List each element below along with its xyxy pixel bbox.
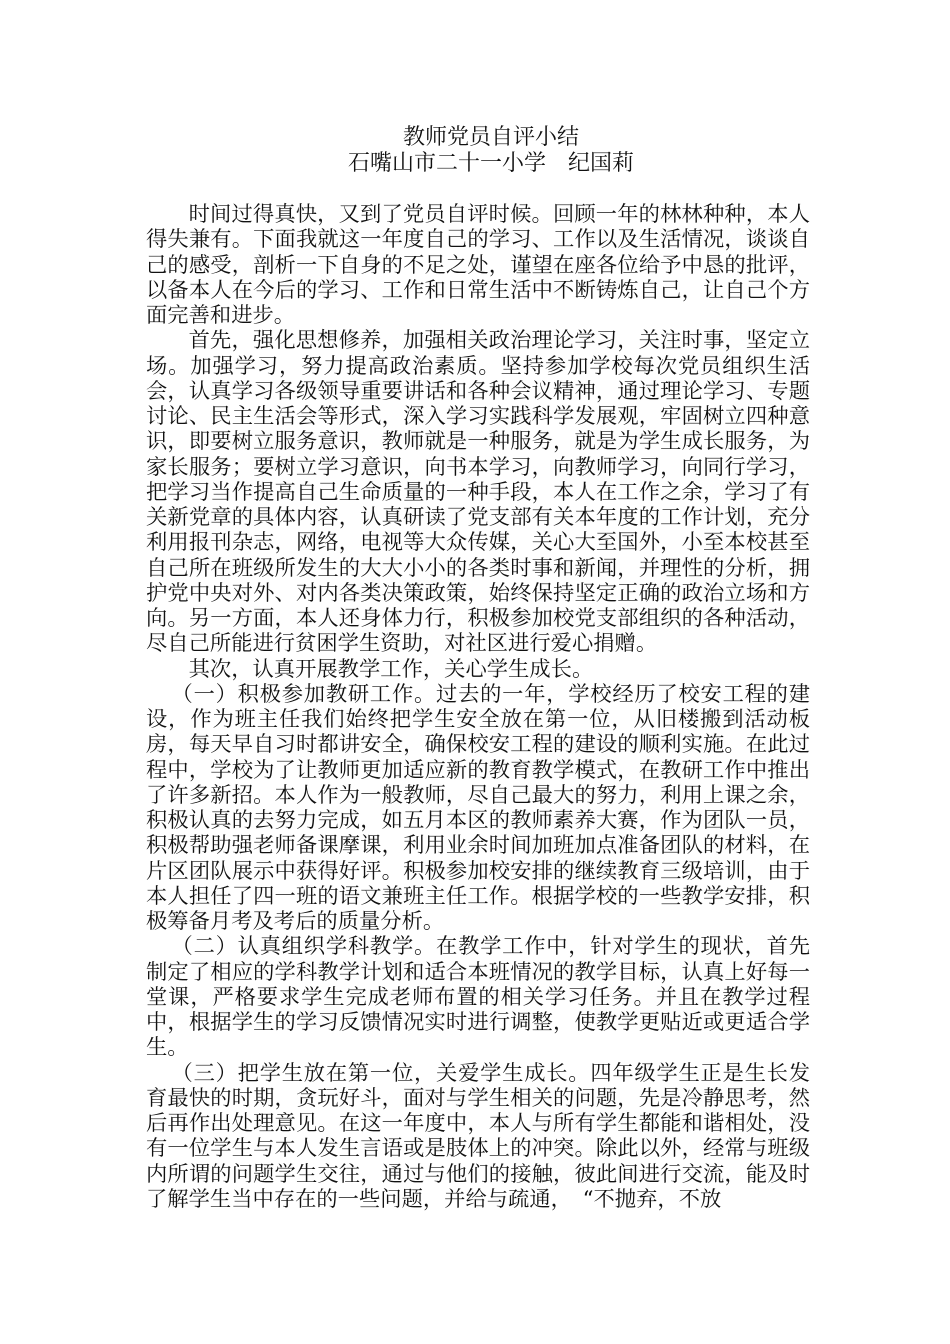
paragraph-section-two: （二）认真组织学科教学。在教学工作中，针对学生的现状，首先制定了相应的学科教学计划和适合本班情况的教学目标，认真上好每一堂课，严格要求学生完成老师布置的相关学习任务。并且在教学过程中，根据学生的学习反馈情况实时进行调整，使教学更贴近或更适合学生。: [146, 934, 810, 1061]
document-title: 教师党员自评小结: [402, 125, 579, 150]
paragraph-first: 首先，强化思想修养，加强相关政治理论学习，关注时事，坚定立场。加强学习，努力提高政治素质。坚持参加学校每次党员组织生活会，认真学习各级领导重要讲话和各种会议精神，通过理论学习、专题讨论、民主生活会等形式，深入学习实践科学发展观，牢固树立四种意识，即要树立服务意识，教师就是一种服务，就是为学生成长服务，为家长服务；要树立学习意识，向书本学习，向教师学习，向同行学习，把学习当作提高自己生命质量的一种手段，本人在工作之余，学习了有关新党章的具体内容，认真研读了党支部有关本年度的工作计划，充分利用报刊杂志，网络，电视等大众传媒，关心大至国外，小至本校甚至自己所在班级所发生的大大小小的各类时事和新闻，并理性的分析，拥护党中央对外、对内各类决策政策，始终保持坚定正确的政治立场和方向。另一方面，本人还身体力行，积极参加校党支部组织的各种活动，尽自己所能进行贫困学生资助，对社区进行爱心捐赠。: [146, 328, 810, 657]
author-line: 石嘴山市二十一小学 纪国莉: [347, 151, 634, 176]
paragraph-section-one: （一）积极参加教研工作。过去的一年，学校经历了校安工程的建设，作为班主任我们始终把学生安全放在第一位，从旧楼搬到活动板房，每天早自习时都讲安全，确保校安工程的建设的顺利实施。在此过程中，学校为了让教师更加适应新的教育教学模式，在教研工作中推出了许多新招。本人作为一般教师，尽自己最大的努力，利用上课之余，积极认真的去努力完成，如五月本区的教师素养大赛，作为团队一员，积极帮助强老师备课摩课，利用业余时间加班加点准备团队的材料，在片区团队展示中获得好评。积极参加校安排的继续教育三级培训，由于本人担任了四一班的语文兼班主任工作。根据学校的一些教学安排，积极筹备月考及考后的质量分析。: [146, 681, 810, 934]
paragraph-section-three: （三）把学生放在第一位，关爱学生成长。四年级学生正是生长发育最快的时期，贪玩好斗，面对与学生相关的问题，先是冷静思考，然后再作出处理意见。在这一年度中，本人与所有学生都能和谐相处，没有一位学生与本人发生言语或是肢体上的冲突。除此以外，经常与班级内所谓的问题学生交往，通过与他们的接触，彼此间进行交流，能及时了解学生当中存在的一些问题，并给与疏通， “不抛弃，不放: [146, 1060, 810, 1212]
paragraph-intro: 时间过得真快，又到了党员自评时候。回顾一年的林林种种，本人得失兼有。下面我就这一年度自己的学习、工作以及生活情况，谈谈自己的感受，剖析一下自身的不足之处，谨望在座各位给予中恳的批评，以备本人在今后的学习、工作和日常生活中不断铸炼自己，让自己个方面完善和进步。: [146, 202, 810, 328]
document-body: [146, 202, 810, 1212]
paragraph-second-heading: 其次，认真开展教学工作，关心学生成长。: [188, 656, 594, 682]
